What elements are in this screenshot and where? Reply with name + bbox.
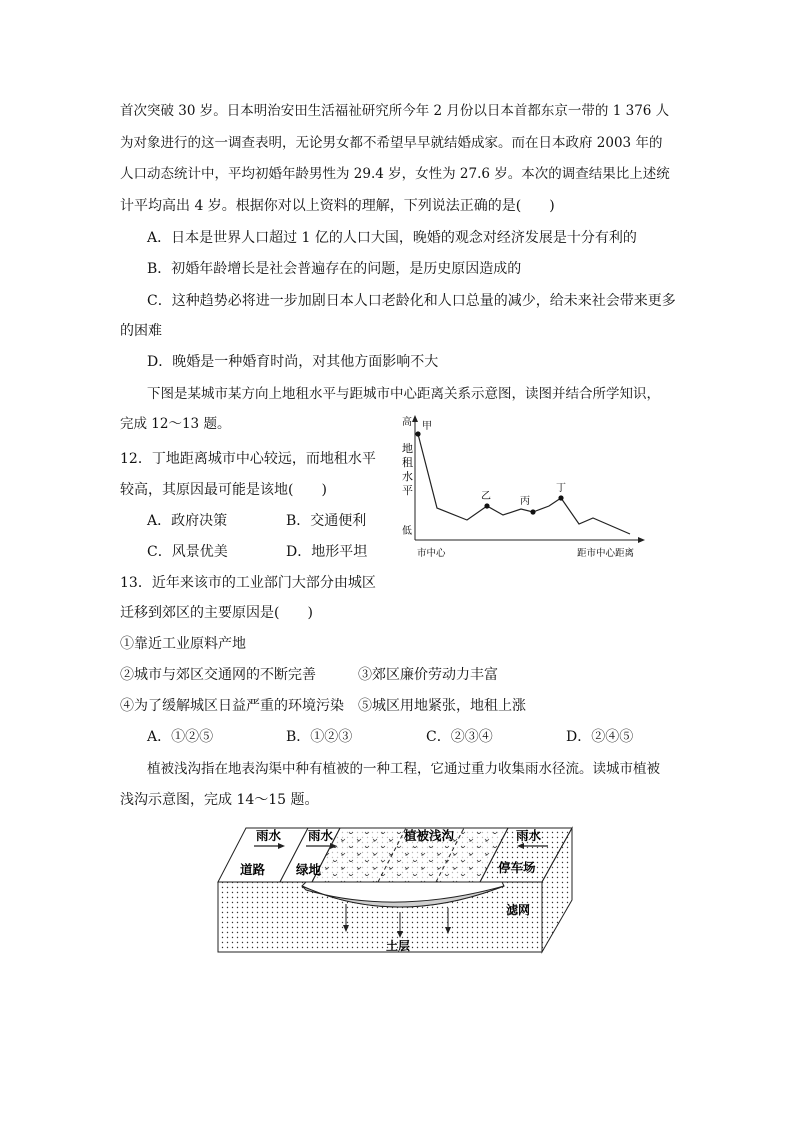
- green-label: 绿地: [296, 862, 322, 877]
- point-yi: [484, 503, 489, 508]
- q11-option-b: B．初婚年龄增长是社会普遍存在的问题，是历史原因造成的: [147, 261, 522, 277]
- intro-14-15-line-1: 植被浅沟指在地表沟渠中种有植被的一种工程，它通过重力收集雨水径流。读城市植被: [147, 761, 660, 777]
- q13-stem-line-1: 13．近年来该市的工业部门大部分由城区: [120, 575, 376, 591]
- q13-option-c: C．②③④: [426, 729, 493, 745]
- q12-option-d: D．地形平坦: [286, 544, 368, 560]
- soil-label: 土层: [386, 939, 411, 953]
- y-axis-label-2: 租: [402, 456, 413, 469]
- rain-label-3: 雨水: [516, 828, 542, 843]
- label-ding: 丁: [556, 483, 566, 494]
- point-bing: [530, 509, 535, 514]
- rain-label-1: 雨水: [256, 828, 282, 843]
- intro-14-15-line-2: 浅沟示意图，完成 14～15 题。: [120, 792, 319, 808]
- q11-option-c-cont: 的困难: [120, 323, 162, 339]
- label-bing: 丙: [520, 496, 530, 507]
- y-axis-label-3: 水: [402, 470, 413, 483]
- point-jia: [415, 431, 420, 436]
- rent-curve: [418, 434, 630, 534]
- q11-option-a: A．日本是世界人口超过 1 亿的人口大国，晚婚的观念对经济发展是十分有利的: [147, 230, 637, 246]
- x-axis-arrow-icon: [638, 537, 645, 543]
- q12-stem-line-2: 较高，其原因最可能是该地( ): [120, 482, 327, 498]
- label-jia: 甲: [422, 421, 432, 432]
- road-label: 道路: [240, 862, 266, 877]
- y-high-label: 高: [402, 417, 412, 428]
- y-axis-label-1: 地: [402, 442, 413, 455]
- q12-option-a: A．政府决策: [147, 513, 228, 529]
- q13-option-d: D．②④⑤: [566, 729, 634, 745]
- rain-label-2: 雨水: [308, 828, 334, 843]
- filter-label: 滤网: [506, 903, 531, 917]
- y-axis-label-4: 平: [402, 484, 413, 497]
- passage-line-1: 首次突破 30 岁。日本明治安田生活福祉研究所今年 2 月份以日本首都东京一带的 1 376 人: [120, 103, 670, 119]
- q12-option-c: C．风景优美: [147, 544, 228, 560]
- q13-item-5: ⑤城区用地紧张，地租上涨: [358, 698, 526, 714]
- q11-option-c: C．这种趋势必将进一步加剧日本人口老龄化和人口总量的减少，给未来社会带来更多: [147, 293, 676, 309]
- q13-option-a: A．①②⑤: [147, 729, 214, 745]
- swale-label: 植被浅沟: [404, 828, 455, 843]
- intro-12-13-line-2: 完成 12～13 题。: [120, 416, 231, 432]
- q11-option-d: D．晚婚是一种婚育时尚，对其他方面影响不大: [147, 354, 439, 370]
- q12-option-b: B．交通便利: [286, 513, 367, 529]
- q13-item-2: ②城市与郊区交通网的不断完善: [120, 667, 316, 683]
- passage-line-4: 计平均高出 4 岁。根据你对以上资料的理解，下列说法正确的是( ): [120, 198, 555, 214]
- point-ding: [558, 495, 563, 500]
- x-origin-label: 市中心: [417, 548, 446, 559]
- q13-item-3: ③郊区廉价劳动力丰富: [358, 667, 498, 683]
- q13-item-1: ①靠近工业原料产地: [120, 636, 246, 652]
- q13-stem-line-2: 迁移到郊区的主要原因是( ): [120, 605, 313, 621]
- label-yi: 乙: [481, 491, 491, 502]
- q13-item-4: ④为了缓解城区日益严重的环境污染: [120, 698, 344, 714]
- passage-line-2: 为对象进行的这一调查表明，无论男女都不希望早早就结婚成家。而在日本政府 2003 年的: [120, 135, 663, 151]
- passage-line-3: 人口动态统计中，平均初婚年龄男性为 29.4 岁，女性为 27.6 岁。本次的调查结果比上述统: [120, 166, 670, 182]
- q12-stem-line-1: 12．丁地距离城市中心较远，而地租水平: [120, 451, 376, 467]
- vegetated-swale-diagram: [210, 820, 580, 960]
- x-axis-label: 距市中心距离: [577, 548, 635, 559]
- rent-distance-chart: [395, 412, 655, 562]
- q13-option-b: B．①②③: [286, 729, 353, 745]
- parking-label: 停车场: [498, 860, 536, 875]
- intro-12-13-line-1: 下图是某城市某方向上地租水平与距城市中心距离关系示意图，读图并结合所学知识，: [147, 386, 660, 402]
- y-axis-arrow-icon: [412, 415, 418, 422]
- y-low-label: 低: [402, 526, 412, 537]
